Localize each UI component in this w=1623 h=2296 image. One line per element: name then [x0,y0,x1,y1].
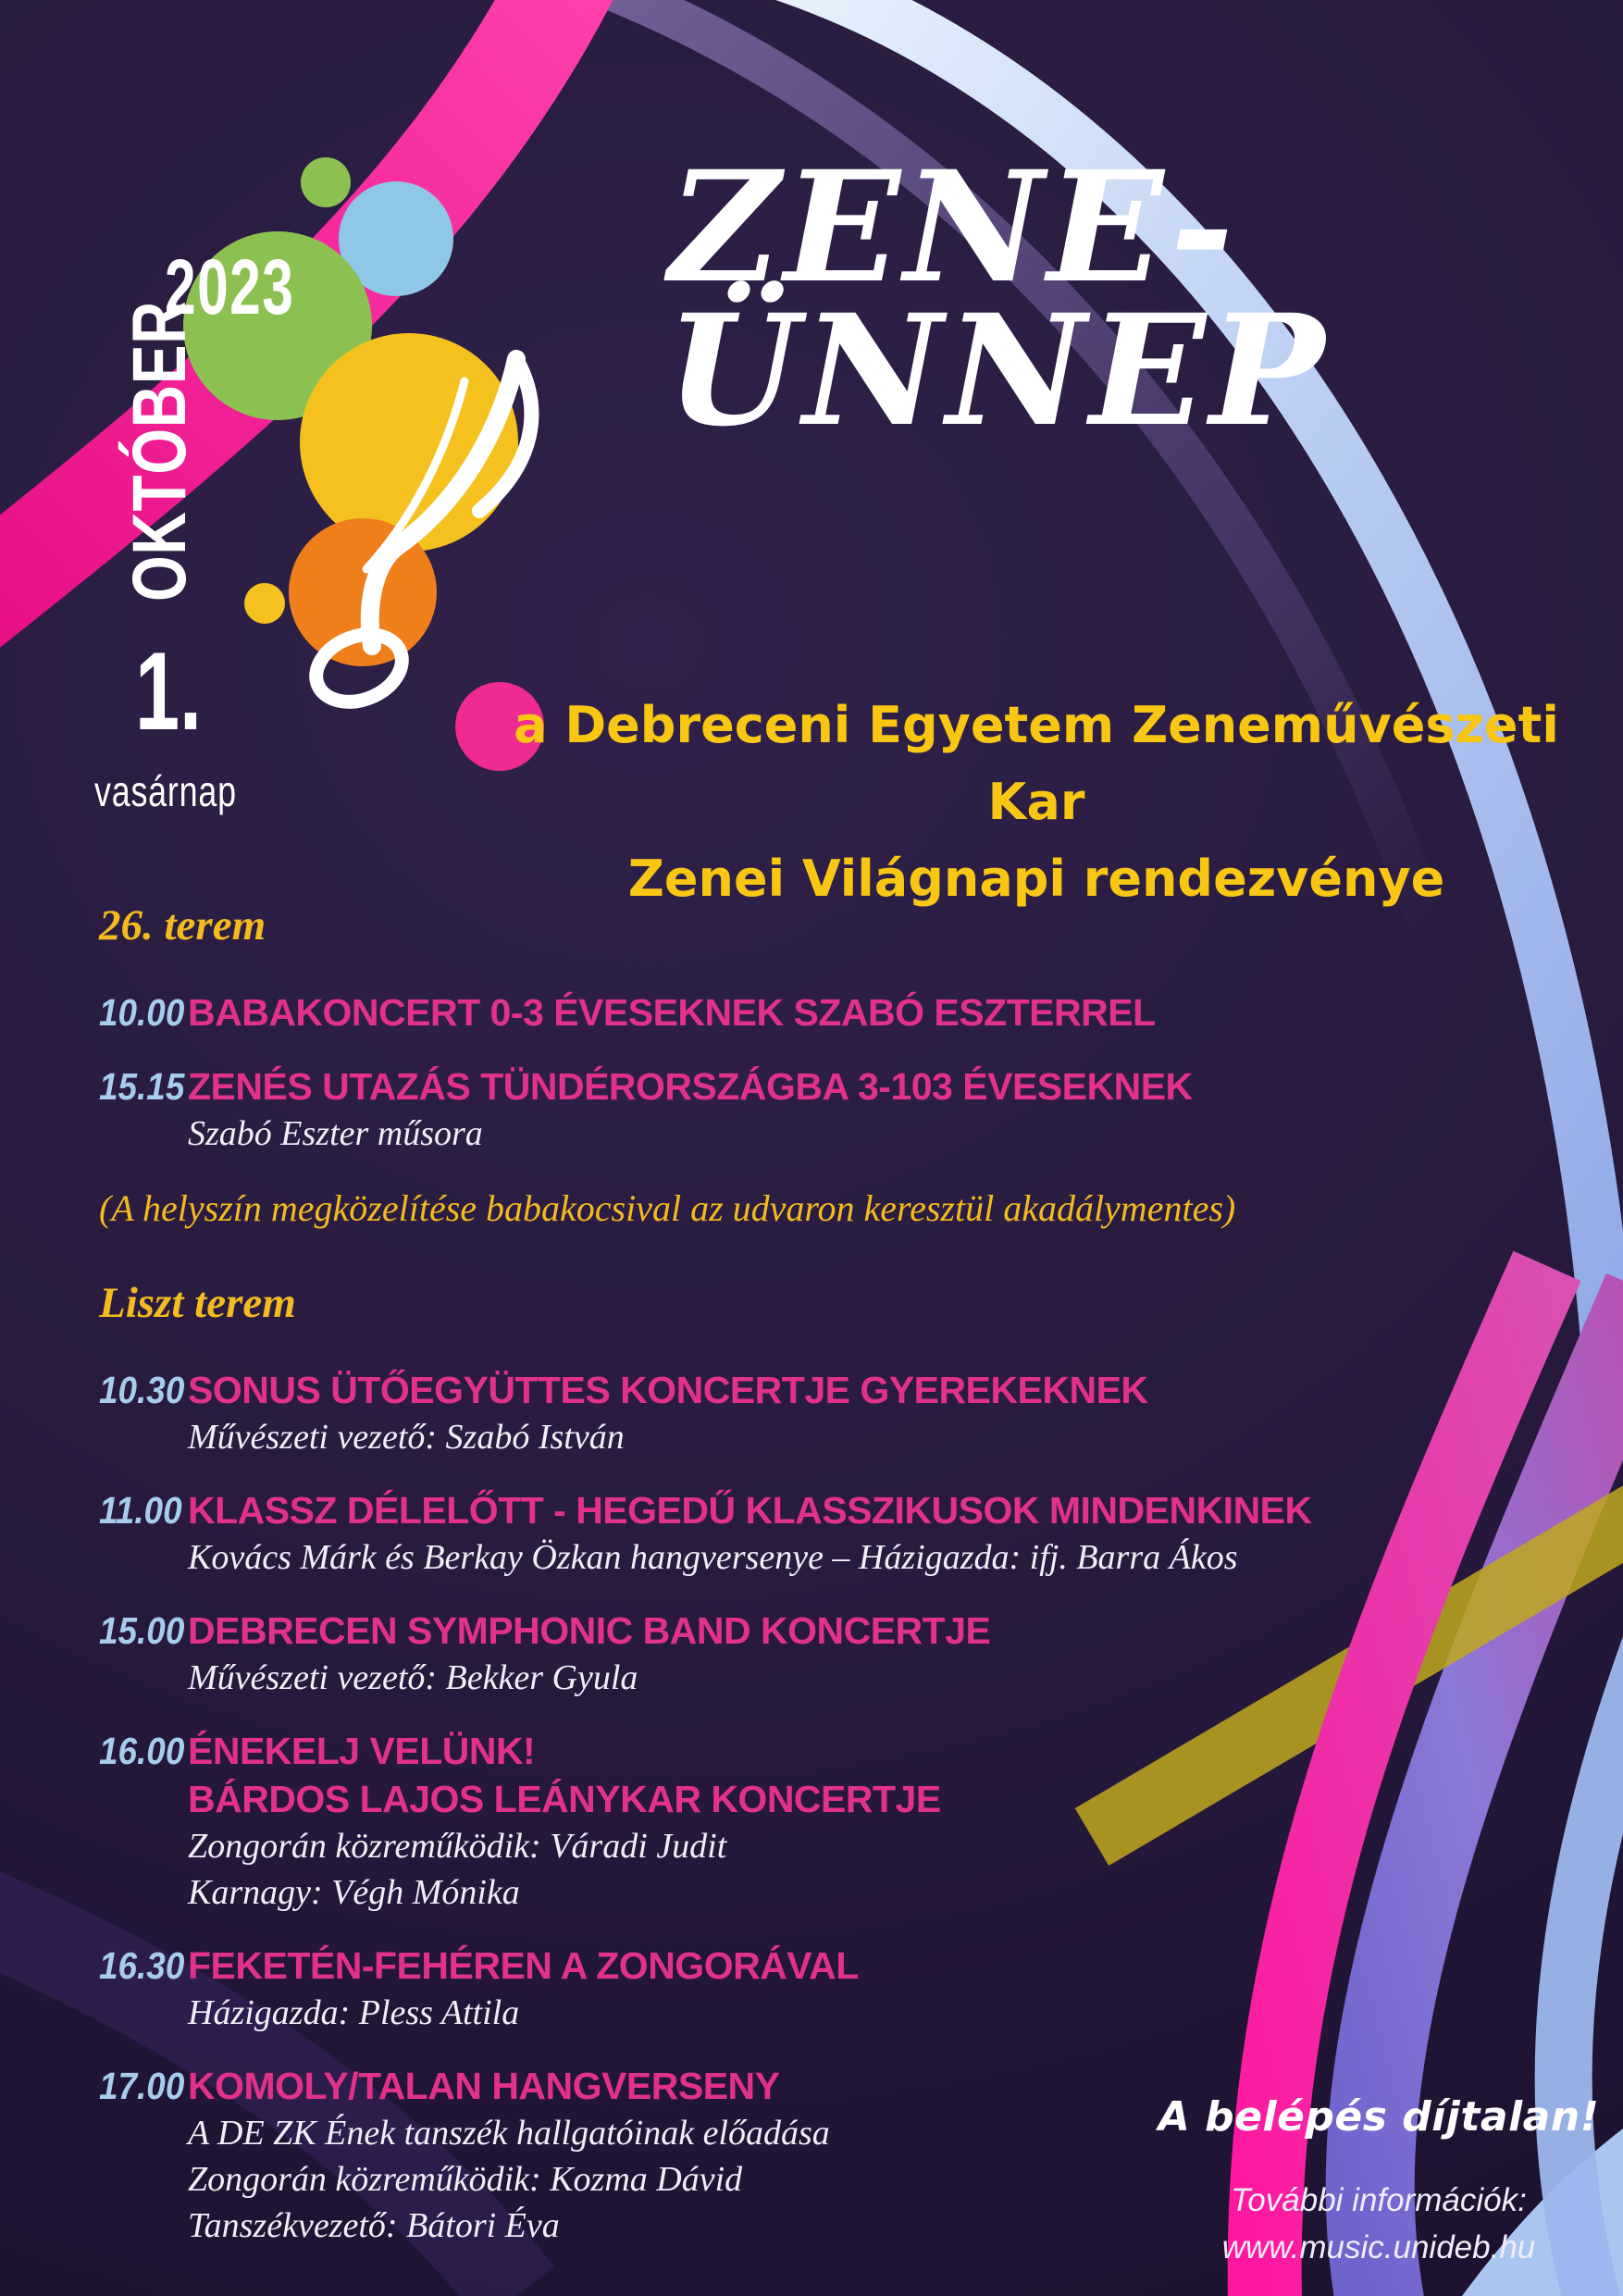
event-time: 10.00 [99,991,185,1034]
event-detail: Szabó Eszter műsora [188,1114,483,1153]
event-row [99,1486,1431,1581]
event-title: DEBRECEN SYMPHONIC BAND KONCERTJE [188,1609,991,1652]
program [99,900,1431,2275]
event-detail: Művészeti vezető: Bekker Gyula [188,1658,638,1697]
event-detail: Kovács Márk és Berkay Özkan hangversenye – Házigazda: ifj. Barra Ákos [188,1538,1238,1577]
event-title: SONUS ÜTŐEGYÜTTES KONCERTJE GYEREKEKNEK [188,1369,1148,1411]
subtitle [500,687,1573,917]
event-detail: A DE ZK Ének tanszék hallgatóinak előadása [188,2114,830,2153]
title-line-2: ÜNNEP [666,280,1329,461]
title-line-1: ZENE- [668,137,1238,316]
date-day: 1. [135,629,203,753]
room-header-liszt-terem: Liszt terem [99,1279,296,1327]
event-row [99,1366,1431,1460]
date-weekday: vasárnap [94,767,237,815]
event-title: BABAKONCERT 0-3 ÉVESEKNEK SZABÓ ESZTERREL [188,991,1156,1034]
event-detail: Karnagy: Végh Mónika [188,1873,520,1912]
event-title: KOMOLY/TALAN HANGVERSENY [188,2065,780,2107]
event-time: 15.15 [99,1065,185,1108]
event-title-line-2: BÁRDOS LAJOS LEÁNYKAR KONCERTJE [188,1778,941,1820]
event-time: 16.30 [99,1944,185,1987]
event-row [99,1062,1431,1157]
event-time: 11.00 [99,1489,182,1532]
event-row [99,1727,1431,1916]
event-detail: Művészeti vezető: Szabó István [188,1418,625,1457]
event-row [99,1607,1431,1701]
free-entry-text: A belépés díjtalan! [1158,2093,1600,2141]
website-url: www.music.unideb.hu [1221,2228,1536,2265]
footer [1138,2093,1619,2272]
event-title: ZENÉS UTAZÁS TÜNDÉRORSZÁGBA 3-103 ÉVESEKNEK [188,1065,1193,1108]
more-info-label: További információk: [1231,2182,1527,2218]
event-detail: Zongorán közreműködik: Váradi Judit [188,1827,727,1866]
subtitle-line-1: a Debreceni Egyetem Zeneművészeti Kar [514,696,1559,832]
event-row [99,1942,1431,2036]
date-month: OKTÓBER [118,300,202,602]
accessibility-note: (A helyszín megközelítése babakocsival az udvaron keresztül akadálymentes) [99,1187,1236,1229]
event-time: 15.00 [99,1609,185,1652]
room-header-26-terem: 26. terem [99,901,266,949]
date-year: 2023 [165,243,295,330]
event-title: KLASSZ DÉLELŐTT - HEGEDŰ KLASSZIKUSOK MINDENKINEK [188,1489,1312,1532]
page-title [666,137,1329,461]
event-time: 10.30 [99,1369,185,1411]
event-detail: Házigazda: Pless Attila [188,1993,520,2032]
event-title: ÉNEKELJ VELÜNK! [188,1730,536,1772]
subtitle-line-2: Zenei Világnapi rendezvénye [627,850,1445,909]
event-time: 17.00 [99,2065,185,2107]
event-row [99,988,1431,1036]
event-detail: Tanszékvezető: Bátori Éva [188,2206,560,2245]
event-title: FEKETÉN-FEHÉREN A ZONGORÁVAL [188,1944,859,1987]
event-detail: Zongorán közreműködik: Kozma Dávid [188,2160,743,2199]
event-time: 16.00 [99,1730,185,1772]
